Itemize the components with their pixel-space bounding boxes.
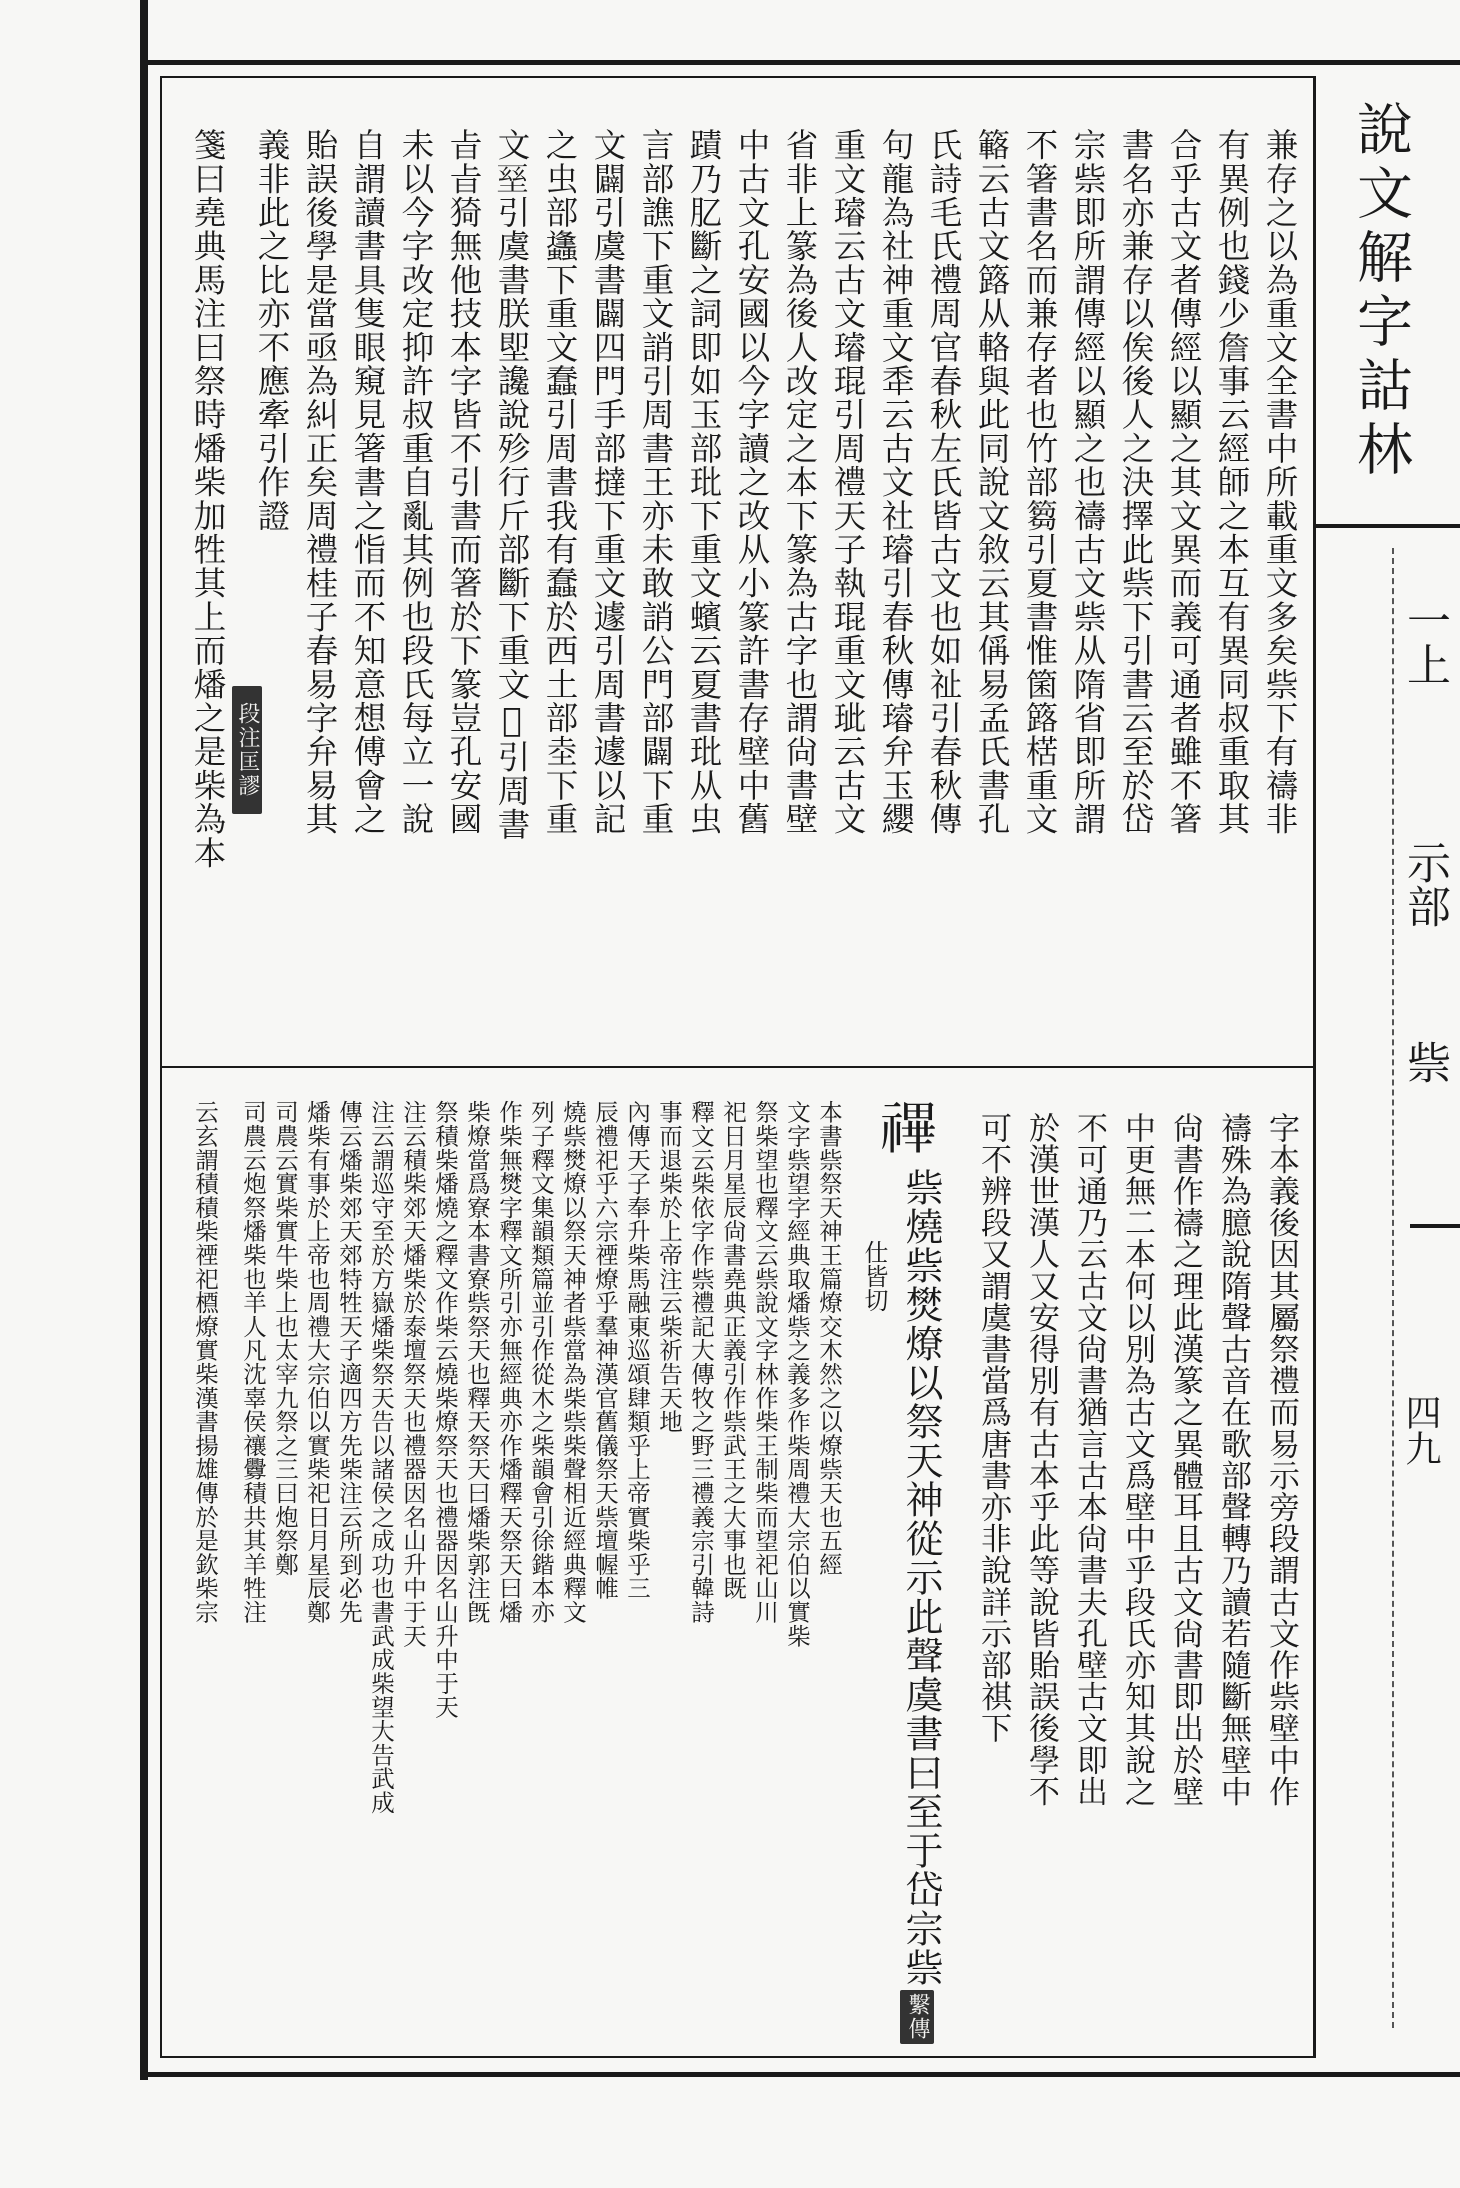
xizhuan-stamp: 繫傳: [900, 1990, 934, 2044]
upper-column: 未以今字改定抑許叔重自亂其例也段氏每立一說: [397, 128, 435, 836]
lower-column: 字本義後因其屬祭禮而易示旁段謂古文作祡壁中作: [1263, 1112, 1299, 1808]
note-column: 燔柴有事於上帝也周禮大宗伯以實柴祀日月星辰鄭: [303, 1100, 331, 1624]
note-column: 注云謂巡守至於方嶽燔柴祭天告以諸侯之成功也書武成柴望大告武成: [367, 1100, 395, 1814]
duanzhu-stamp: 段注匡謬: [232, 686, 262, 814]
entry-fanqie: 仕皆切: [860, 1240, 888, 1312]
lower-column: 於漢世漢人又安得別有古本乎此等說皆貽誤後學不: [1023, 1112, 1059, 1808]
upper-column: 句龍為社神重文䄵云古文社璿引春秋傳璿弁玉纓: [877, 128, 915, 836]
middle-divider: [160, 1066, 1315, 1068]
header-dotted-guide: [1392, 548, 1394, 2028]
note-column: 司農云實柴實牛柴上也太宰九祭之三曰炮祭鄭: [271, 1100, 299, 1576]
note-column: 云玄謂積積柴禋祀槱燎實柴漢書揚雄傳於是欽柴宗: [191, 1100, 219, 1624]
book-title: 說文解字詁林: [1348, 100, 1413, 484]
upper-column: 宗祡即所謂傳經以顯之也禱古文祡从隋省即所謂: [1069, 128, 1107, 836]
note-column: 內傳天子奉升柴馬融東巡頌肆類乎上帝實柴乎三: [623, 1100, 651, 1600]
note-column: 釋文云柴依字作祡禮記大傳牧之野三禮義宗引韓詩: [687, 1100, 715, 1624]
note-column: 柴燎當爲寮本書寮祡祭天也釋天祭天曰燔柴郭注旣: [463, 1100, 491, 1624]
note-column: 祭積柴燔燒之釋文作柴云燒柴燎祭天也禮器因名山升中于天: [431, 1100, 459, 1719]
section-label: 示部: [1399, 840, 1450, 928]
upper-column: 不箸書名而兼存者也竹部篘引夏書惟箘簬楛重文: [1021, 128, 1059, 836]
note-column: 本書祡祭天神王篇燎交木然之以燎祡天也五經: [815, 1100, 843, 1576]
upper-column: 文𡌥引虞書朕堲讒說殄行斤部斷下重文𠜧引周書: [493, 128, 531, 842]
note-column: 注云積柴郊天燔柴於泰壇祭天也禮器因名山升中于天: [399, 1100, 427, 1648]
page-number: 四九: [1400, 1394, 1441, 1466]
note-column: 祀日月星辰尙書堯典正義引作祡武王之大事也既: [719, 1100, 747, 1600]
note-column: 辰禮祀乎六宗禋燎乎羣神漢官舊儀祭天祡壇幄帷: [591, 1100, 619, 1600]
note-column: 事而退柴於上帝注云柴祈告天地: [655, 1100, 683, 1434]
note-column: 文字祡望字經典取燔祡之義多作柴周禮大宗伯以實柴: [783, 1100, 811, 1648]
header-right-band: [1410, 1224, 1460, 1228]
upper-column: 省非上篆為後人改定之本下篆為古字也謂尙書壁: [781, 128, 819, 836]
upper-column: 合乎古文者傳經以顯之其文異而義可通者雖不箸: [1165, 128, 1203, 836]
note-column: 作柴無燓字釋文所引亦無經典亦作燔釋天祭天曰燔: [495, 1100, 523, 1624]
lower-column: 可不辨段又謂虞書當爲唐書亦非說詳示部祺下: [975, 1112, 1011, 1744]
upper-column: 有異例也錢少詹事云經師之本互有異同叔重取其: [1213, 128, 1251, 836]
top-border: [140, 0, 148, 2080]
bottom-rule: [140, 2072, 1460, 2077]
upper-column: 貽誤後學是當亟為糾正矣周禮桂子春易字弁易其: [301, 128, 339, 836]
upper-column: 中古文孔安國以今字讀之改从小篆許書存壁中舊: [733, 128, 771, 836]
upper-column: 㫖㫖猗無他技本字皆不引書而箸於下篆豈孔安國: [445, 128, 483, 836]
lower-column: 尙書作禱之理此漢篆之異體耳且古文尙書即出於壁: [1167, 1112, 1203, 1808]
lower-column: 禱殊為臆說隋聲古音在歌部聲轉乃讀若隨斷無壁中: [1215, 1112, 1251, 1808]
header-divider: [1316, 524, 1460, 528]
upper-column: 蹟乃肊斷之詞即如玉部玭下重文蠙云夏書玭从虫: [685, 128, 723, 836]
upper-column: 之虫部蠭下重文蠢引周書我有蠢於西土部坴下重: [541, 128, 579, 836]
note-column: 傳云燔柴郊天郊特牲天子適四方先柴注云所到必先: [335, 1100, 363, 1624]
inner-top-rule: [160, 76, 1315, 78]
upper-column: 自謂讀書具隻眼窺見箸書之恉而不知意想傅會之: [349, 128, 387, 836]
upper-column: 氏詩毛氏禮周官春秋左氏皆古文也如祉引春秋傳: [925, 128, 963, 836]
entry-definition: 祡燒祡燓燎以祭天神從示此聲虞書曰至于岱宗祡: [899, 1168, 943, 1987]
upper-column: 書名亦兼存以俟後人之決擇此祡下引書云至於岱: [1117, 128, 1155, 836]
upper-column: 箋曰堯典馬注曰祭時燔柴加牲其上而燔之是柴為本: [189, 128, 227, 870]
note-column: 祭柴望也釋文云祡說文字林作柴王制柴而望祀山川: [751, 1100, 779, 1624]
top-rule: [140, 60, 1460, 65]
note-column: 司農云炮祭燔柴也羊人凡沈辜侯禳釁積共其羊牲注: [239, 1100, 267, 1624]
entry-label: 祡: [1399, 1040, 1450, 1084]
note-column: 列子釋文集韻類篇並引作從木之柴韻會引徐鍇本亦: [527, 1100, 555, 1624]
lower-column: 不可通乃云古文尙書猶言古本尙書夫孔壁古文即出: [1071, 1112, 1107, 1808]
volume-label: 一上: [1399, 598, 1450, 686]
upper-column: 簵云古文簬从輅與此同說文敘云其偁易孟氏書孔: [973, 128, 1011, 836]
upper-column: 兼存之以為重文全書中所載重文多矣祡下有禱非: [1261, 128, 1299, 836]
upper-column: 重文璿云古文璿琨引周禮天子執琨重文玼云古文: [829, 128, 867, 836]
seal-script-glyph: 𥛘: [880, 1095, 939, 1163]
upper-column: 文闢引虞書闢四門手部撻下重文遽引周書遽以記: [589, 128, 627, 836]
upper-column: 義非此之比亦不應牽引作證: [253, 128, 291, 533]
inner-bottom-rule: [160, 2056, 1315, 2058]
upper-column: 言部譙下重文誚引周書王亦未敢誚公門部闢下重: [637, 128, 675, 836]
lower-column: 中更無二本何以別為古文爲壁中乎段氏亦知其說之: [1119, 1112, 1155, 1808]
note-column: 燒祡燓燎以祭天神者祡當為柴祡柴聲相近經典釋文: [559, 1100, 587, 1624]
